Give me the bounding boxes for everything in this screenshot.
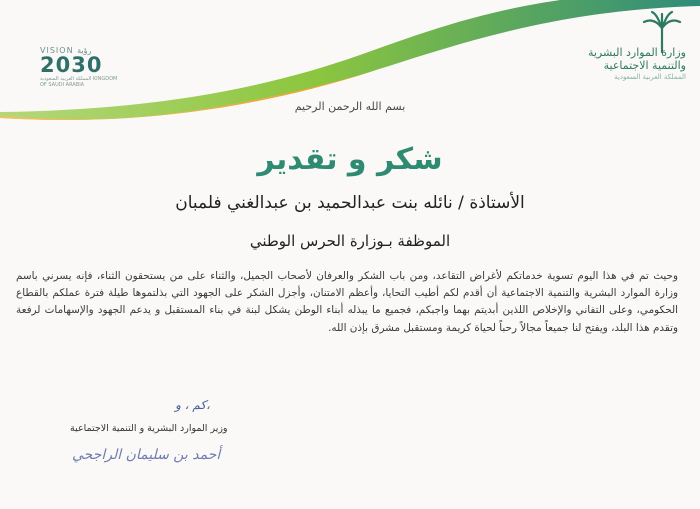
ministry-name-line1: وزارة الموارد البشرية	[587, 46, 686, 59]
handwritten-signature: أحمد بن سليمان الراجحي	[72, 447, 221, 463]
handwritten-note: ،كم ، و	[175, 398, 210, 412]
basmala: بسم الله الرحمن الرحيم	[294, 100, 406, 113]
certificate-title: شكر و تقدير	[257, 142, 443, 177]
vision-sub-text: المملكة العربية السعودية KINGDOM OF SAUDI ARABIA	[40, 76, 118, 88]
ministry-country: المملكة العربية السعودية	[614, 73, 686, 81]
certificate-body: وحيث تم في هذا اليوم تسوية خدماتكم لأغراض التقاعد، ومن باب الشكر والعرفان لأصحاب الجميل، والثناء على من يستحقون الثناء، فإنه يسرني باسم وزارة الموارد البشرية والتنمية الاجتماعية أن أقدم لكم أطيب التحايا، وأعظم الامتنان، وأجزل الشكر على الجهود التي بذلتموها طيلة فترة عملكم بالقطاع الحكومي، وعلى التفاني والإخلاص اللذين أبديتم بهما واجبكم، فجميع ما يبذله أبناء الوطن يشكل لبنة في بناء المستقبل و يدعم الجهود والإسهامات لرفعة وتقدم هذا البلد، ويفتح لنا جميعاً مجالاً رحباً لحياة كريمة ومستقبل مشرق بإذن الله.	[16, 270, 678, 334]
vision-top-text: VISION رؤية	[40, 46, 92, 55]
signatory-title: وزير الموارد البشرية و التنمية الاجتماعية	[70, 423, 228, 434]
recipient-role: الموظفة بـوزارة الحرس الوطني	[249, 232, 451, 250]
vision-2030-logo	[40, 46, 125, 96]
ministry-name-line2: والتنمية الاجتماعية	[603, 59, 686, 72]
recipient-name: الأستاذة / نائله بنت عبدالحميد بن عبدالغني فلمبان	[175, 193, 525, 213]
vision-number: 2030	[40, 53, 103, 77]
